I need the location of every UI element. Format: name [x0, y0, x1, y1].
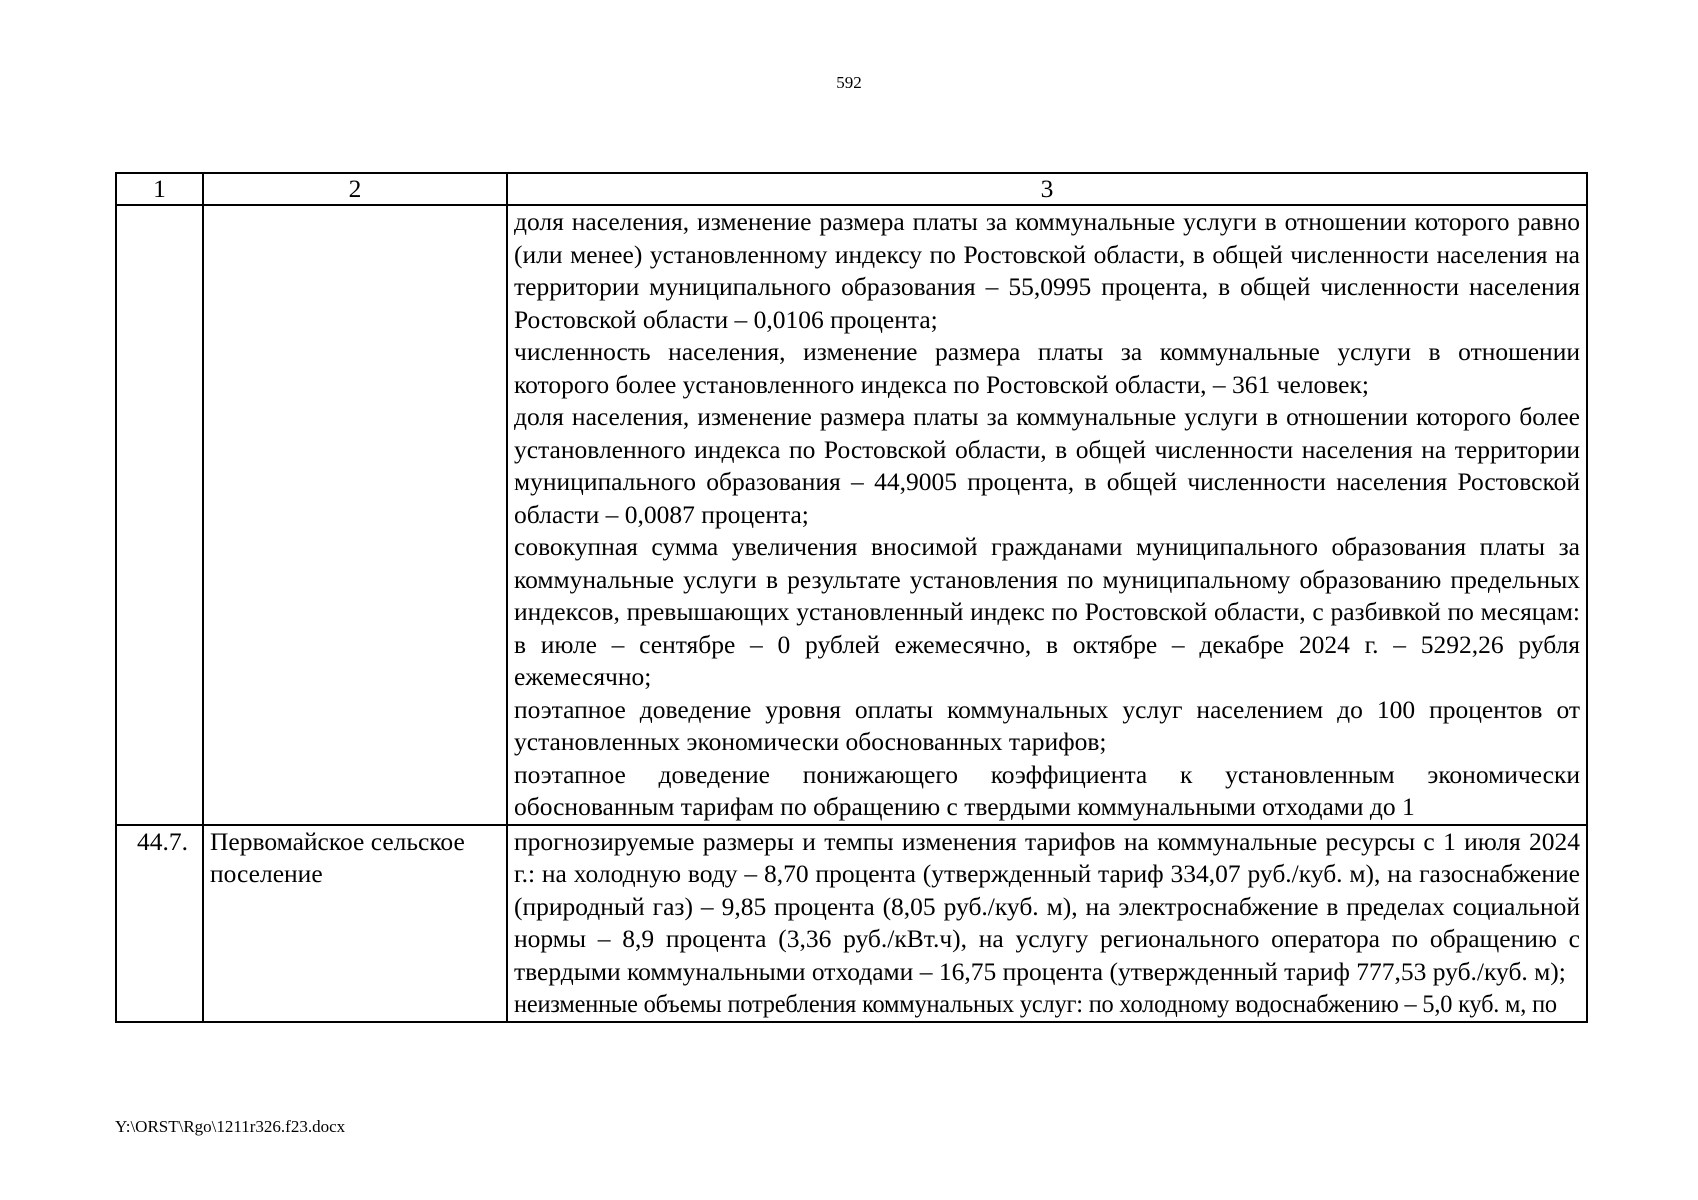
row-number	[116, 205, 203, 825]
row-number: 44.7.	[116, 825, 203, 1022]
paragraph: совокупная сумма увеличения вносимой гражданами муниципального образования платы за коммунальные услуги в результате установления по муниципальному образованию предельных индексов, превышающих установленный индекс по Ростовской области, с разбивкой по месяцам: в июле – сентябре – 0 рублей ежемесячно, в октябре – декабре 2024 г. – 5292,26 рубля ежемесячно;	[514, 532, 1580, 691]
paragraph: доля населения, изменение размера платы за коммунальные услуги в отношении которого более установленного индекса по Ростовской области, в общей численности населения на территории муниципального образования – 44,9005 процента, в общей численности населения Ростовской области – 0,0087 процента;	[514, 402, 1580, 529]
page-number: 592	[836, 73, 862, 92]
paragraph: поэтапное доведение понижающего коэффициента к установленным экономически обоснованным тарифам по обращению с твердыми коммунальными отходами до 1	[514, 759, 1580, 821]
paragraph: прогнозируемые размеры и темпы изменения тарифов на коммунальные ресурсы с 1 июля 2024 г.: на холодную воду – 8,70 процента (утвержденный тариф 334,07 руб./куб. м), на газоснабжение (природный газ) – 9,85 процента (8,05 руб./куб. м), на электроснабжение в пределах социальной нормы – 8,9 процента (3,36 руб./кВт.ч), на услугу регионального оператора по обращению с твердыми коммунальными отходами – 16,75 процента (утвержденный тариф 777,53 руб./куб. м);	[514, 826, 1580, 986]
row-description	[507, 205, 1587, 825]
paragraph: численность населения, изменение размера платы за коммунальные услуги в отношении которого более установленного индекса по Ростовской области, – 361 человек;	[514, 337, 1580, 399]
table-row	[116, 205, 1587, 825]
table-header-row	[116, 173, 1587, 205]
table-row	[116, 825, 1587, 1022]
paragraph-text: неизменные объемы потребления коммунальных услуг: по холодному водоснабжению – 5,0 куб. м, по	[514, 989, 1557, 1018]
municipality-name	[203, 205, 507, 825]
column-header-1: 1	[116, 173, 203, 205]
column-header-2: 2	[203, 173, 507, 205]
file-path-footer: Y:\ORST\Rgo\1211r326.f23.docx	[115, 1117, 346, 1136]
paragraph: доля населения, изменение размера платы за коммунальные услуги в отношении которого равно (или менее) установленному индексу по Ростовской области, в общей численности населения на территории муниципального образования – 55,0995 процента, в общей численности населения Ростовской области – 0,0106 процента;	[514, 207, 1580, 334]
municipality-name: Первомайское сельское поселение	[203, 825, 507, 1022]
paragraph: поэтапное доведение уровня оплаты коммунальных услуг населением до 100 процентов от установленных экономически обоснованных тарифов;	[514, 694, 1580, 756]
paragraph-continued	[514, 988, 1580, 1021]
row-description	[507, 825, 1587, 1022]
column-header-3: 3	[507, 173, 1587, 205]
tariff-table	[115, 172, 1588, 1023]
